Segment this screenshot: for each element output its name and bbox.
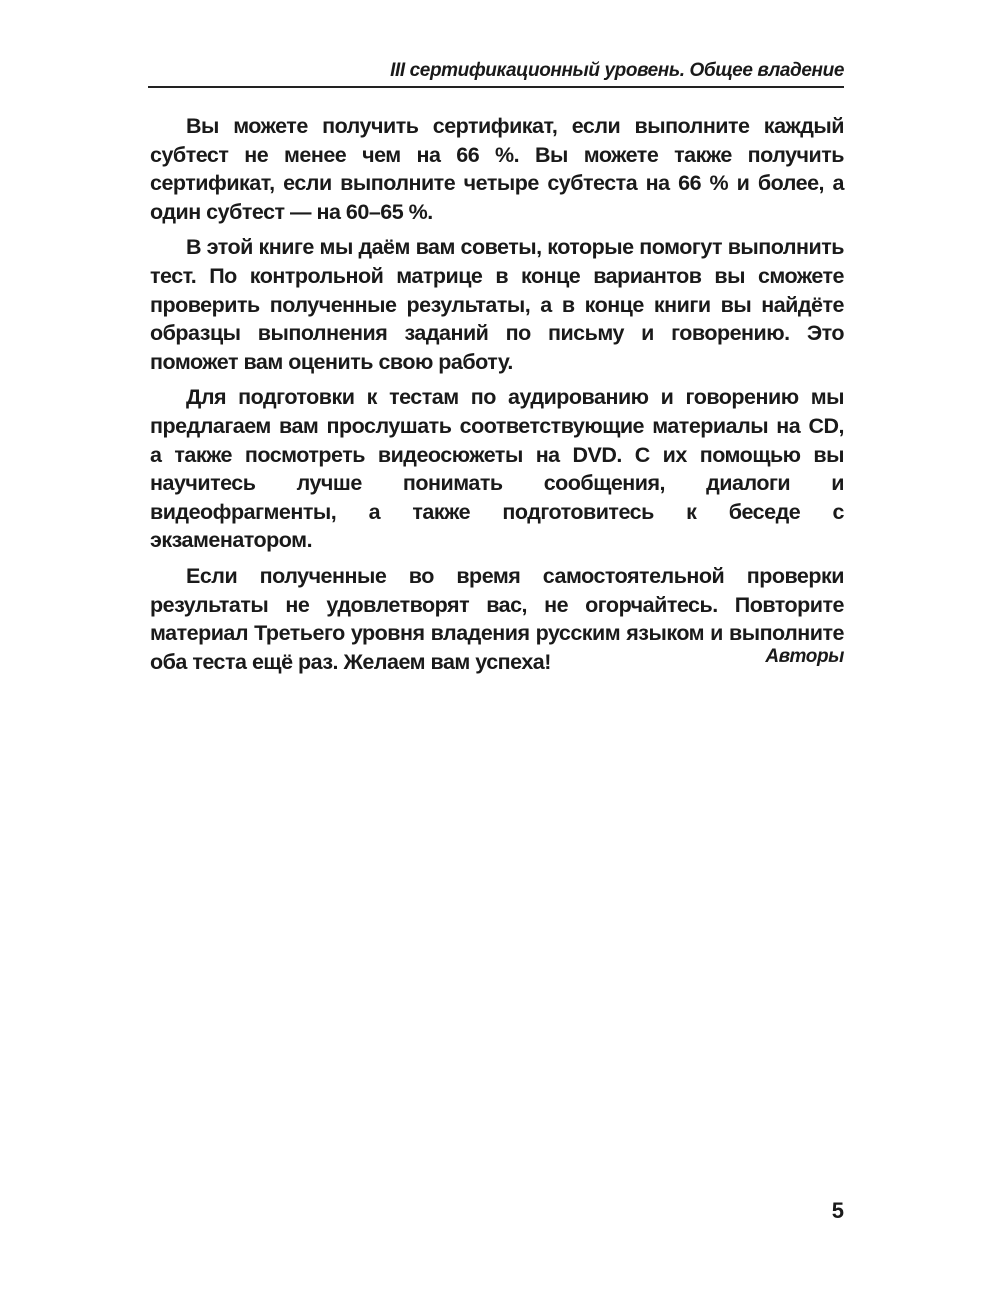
- body-text: [150, 112, 844, 683]
- running-header: III сертификационный уровень. Общее владение: [390, 60, 844, 81]
- paragraph-1: Вы можете получить сертификат, если выполните каждый субтест не менее чем на 66 %. Вы можете также получить сертификат, если выполните четыре субтеста на 66 % и более, а один субтест — на 60–65 %.: [150, 114, 844, 224]
- page-number: 5: [831, 1198, 844, 1223]
- header-rule: [148, 86, 844, 88]
- authors-signature: Авторы: [765, 646, 844, 667]
- paragraph-2: В этой книге мы даём вам советы, которые помогут выполнить тест. По контрольной матрице в конце вариантов вы сможете проверить полученные результаты, а в конце книги вы найдёте образцы выполнения заданий по письму и говорению. Это поможет вам оценить свою работу.: [150, 235, 844, 374]
- paragraph-4: Если полученные во время самостоятельной проверки результаты не удовлетворят вас, не огорчайтесь. Повторите материал Третьего уровня владения русским языком и выполните оба теста ещё раз. Желаем вам успеха!: [150, 563, 844, 674]
- paragraph-3: Для подготовки к тестам по аудированию и говорению мы предлагаем вам прослушать соответствующие материалы на CD, а также посмотреть видеосюжеты на DVD. С их помощью вы научитесь лучше понимать сообщения, диалоги и видеофрагменты, а также подготовитесь к беседе с экзаменатором.: [150, 385, 844, 553]
